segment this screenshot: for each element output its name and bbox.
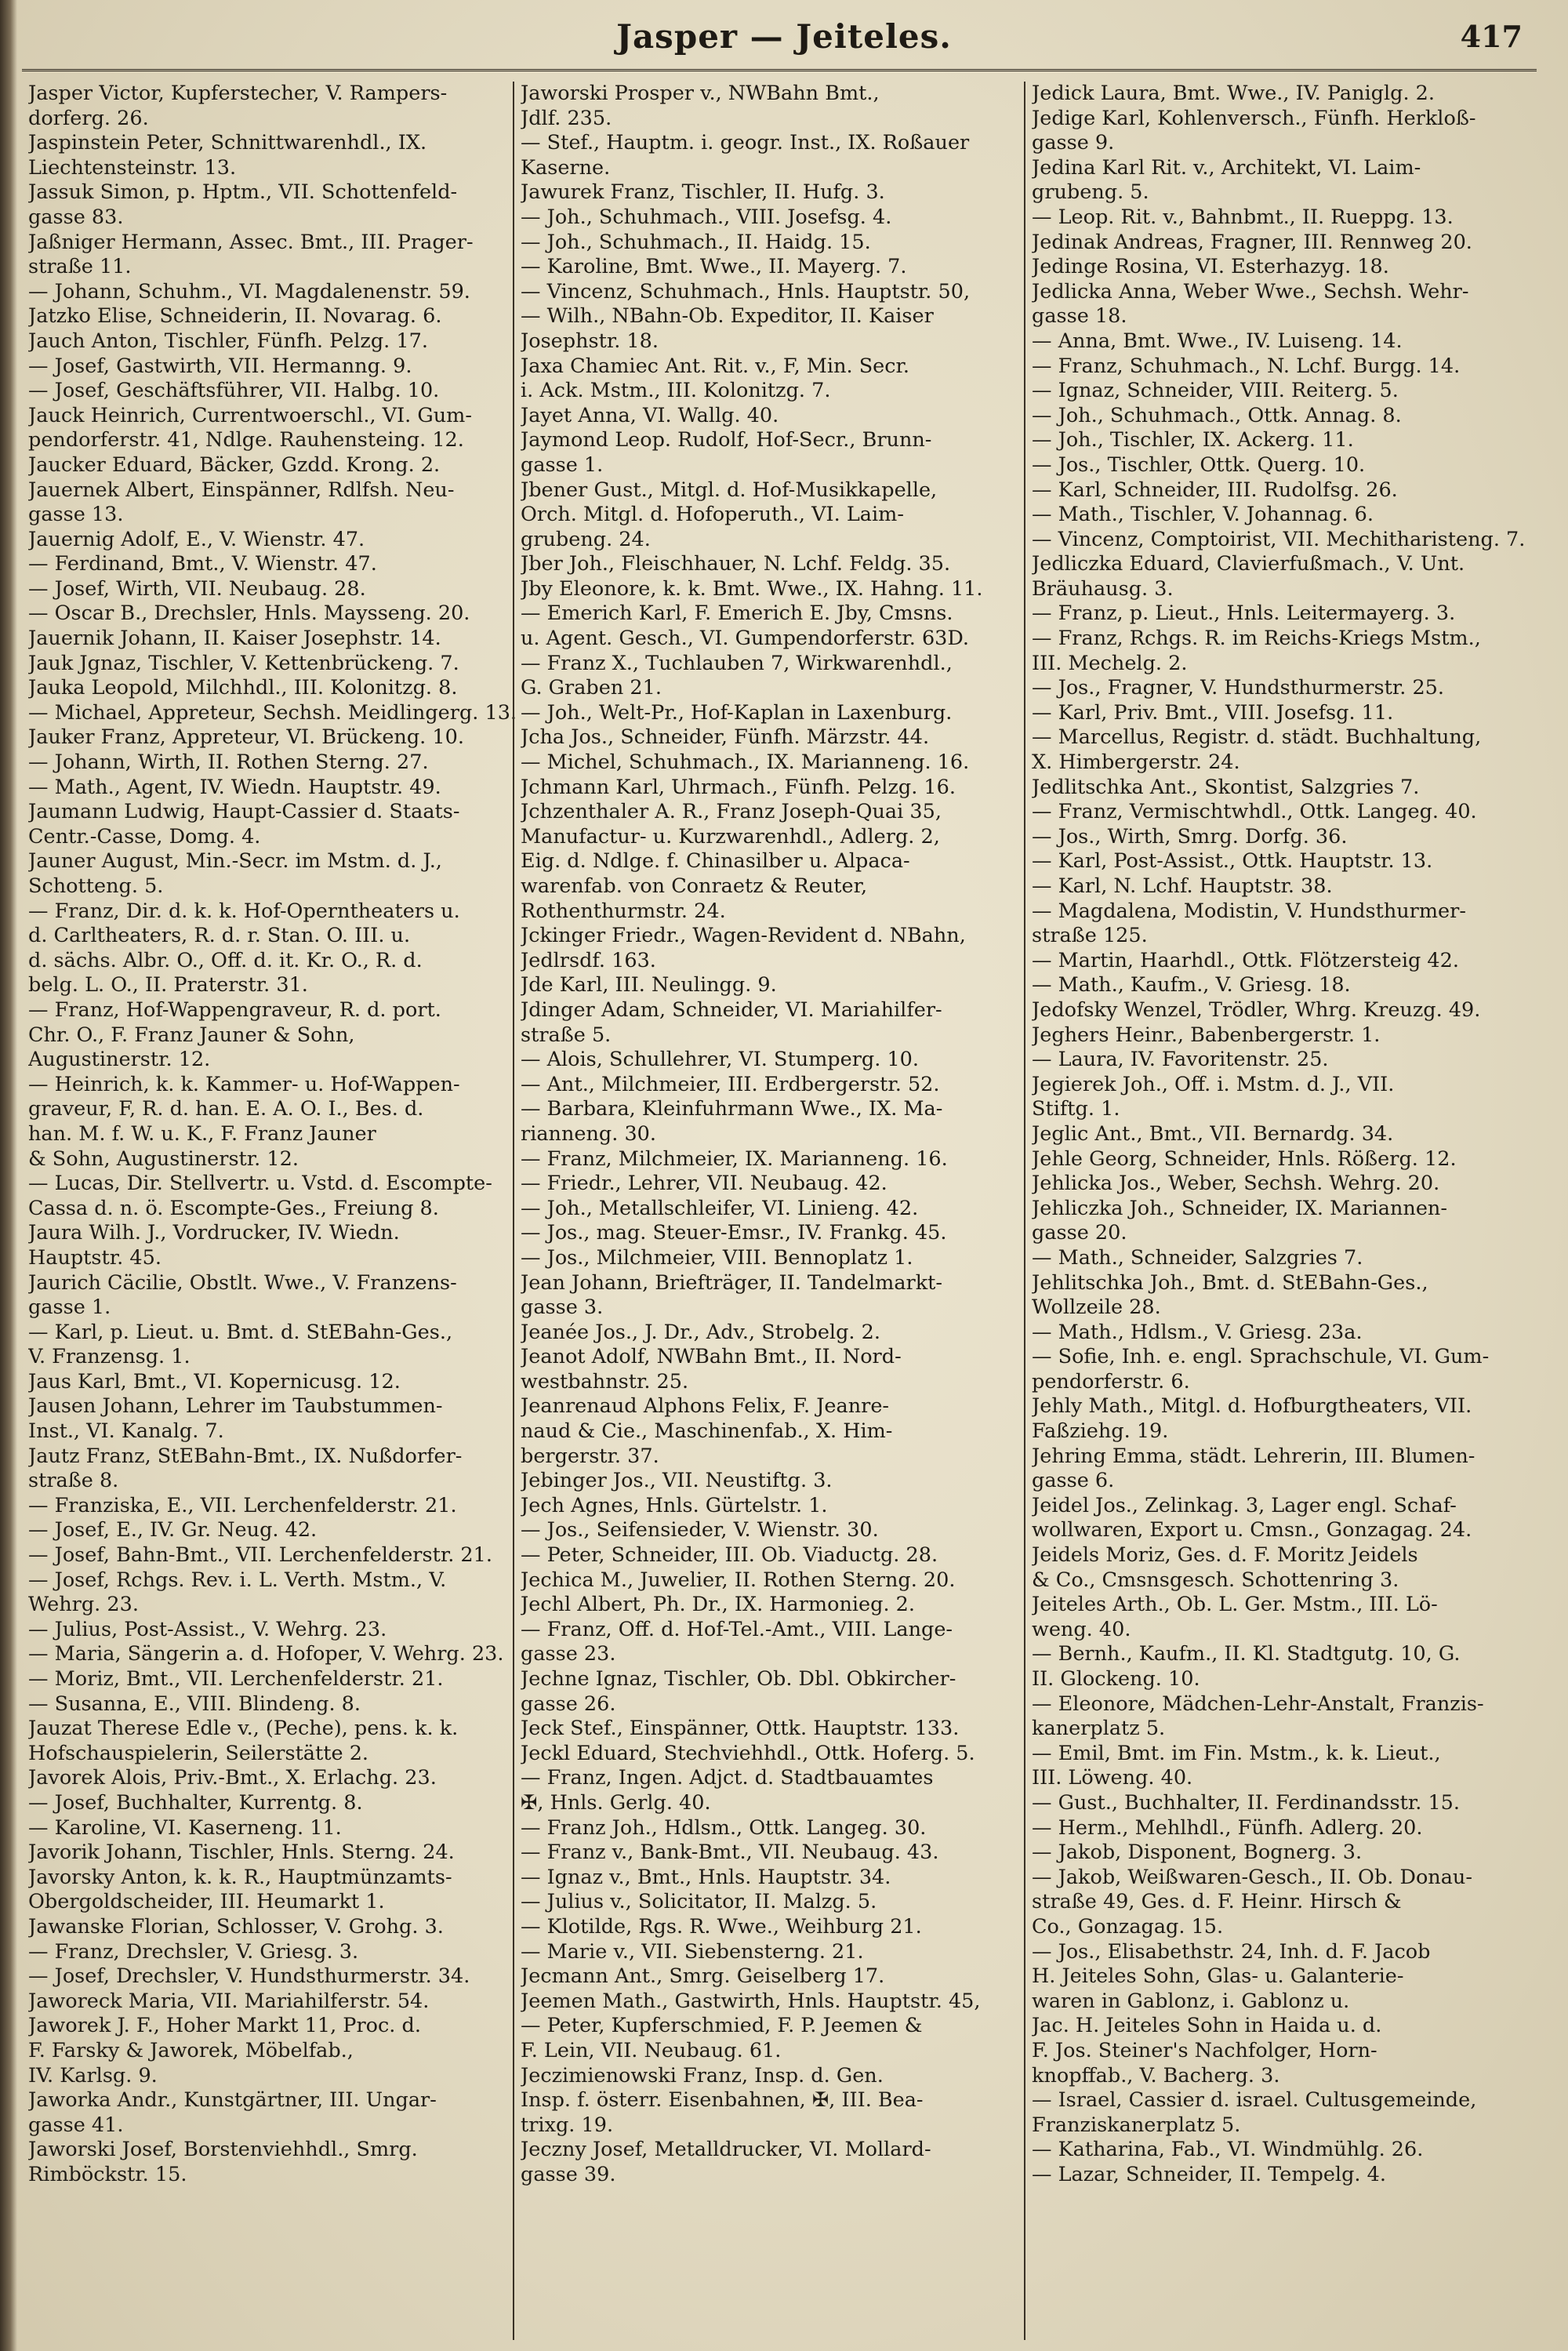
directory-entry-line: Jeckl Eduard, Stechviehhdl., Ottk. Hoferg. 5.: [521, 1741, 975, 1765]
directory-entry-line: Jaucker Eduard, Bäcker, Gzdd. Krong. 2.: [28, 452, 441, 477]
directory-entry-line: Jechica M., Juwelier, II. Rothen Sterng. 20.: [521, 1568, 956, 1592]
directory-entry-line: — Johann, Wirth, II. Rothen Sterng. 27.: [28, 750, 429, 775]
directory-entry-line: Jegierek Joh., Off. i. Mstm. d. J., VII.: [1032, 1072, 1395, 1096]
directory-entry-line: — Emil, Bmt. im Fin. Mstm., k. k. Lieut.,: [1032, 1741, 1441, 1765]
directory-entry-line: — Franz, p. Lieut., Hnls. Leitermayerg. 3.: [1032, 601, 1456, 626]
directory-entry-line: Jaßniger Hermann, Assec. Bmt., III. Prager-: [28, 230, 474, 254]
directory-entry-line: Jeanot Adolf, NWBahn Bmt., II. Nord-: [521, 1345, 902, 1369]
directory-entry-line: — Vincenz, Comptoirist, VII. Mechitharisteng. 7.: [1032, 527, 1526, 551]
directory-entry-line: — Josef, Geschäftsführer, VII. Halbg. 10.: [28, 379, 440, 403]
directory-entry-line: waren in Gablonz, i. Gablonz u.: [1032, 1989, 1350, 2013]
directory-entry-line: Jedige Karl, Kohlenversch., Fünfh. Herkloß-: [1032, 106, 1476, 130]
directory-entry-line: Jaumann Ludwig, Haupt-Cassier d. Staats-: [28, 800, 460, 824]
directory-entry-line: Jedofsky Wenzel, Trödler, Whrg. Kreuzg. 49.: [1032, 997, 1481, 1022]
directory-entry-line: — Michael, Appreteur, Sechsh. Meidlingerg. 13.: [28, 700, 517, 725]
header-rule: [22, 69, 1537, 71]
directory-entry-line: — Joh., Schuhmach., VIII. Josefsg. 4.: [521, 205, 892, 229]
directory-entry-line: — Franz, Drechsler, V. Griesg. 3.: [28, 1939, 359, 1964]
directory-entry-line: X. Himbergerstr. 24.: [1032, 750, 1240, 775]
directory-entry-line: graveur, F, R. d. han. E. A. O. I., Bes. d.: [28, 1097, 424, 1121]
directory-entry-line: Jchzenthaler A. R., Franz Joseph-Quai 35,: [521, 800, 942, 824]
directory-entry-line: Stiftg. 1.: [1032, 1097, 1120, 1121]
directory-entry-line: Jauck Heinrich, Currentwoerschl., VI. Gum-: [28, 403, 472, 427]
directory-entry-line: Jehliczka Joh., Schneider, IX. Mariannen-: [1032, 1196, 1447, 1220]
directory-entry-line: Jean Johann, Briefträger, II. Tandelmarkt-: [521, 1270, 943, 1295]
directory-entry-line: Kaserne.: [521, 155, 611, 180]
directory-entry-line: d. Carltheaters, R. d. r. Stan. O. III. u.: [28, 924, 411, 948]
directory-entry-line: — Magdalena, Modistin, V. Hundsthurmer-: [1032, 899, 1466, 923]
directory-entry-line: gasse 20.: [1032, 1221, 1127, 1245]
directory-entry-line: — Joh., Metallschleifer, VI. Linieng. 42.: [521, 1196, 919, 1220]
directory-entry-line: straße 8.: [28, 1469, 119, 1493]
directory-entry-line: grubeng. 24.: [521, 527, 651, 551]
directory-entry-line: Jauch Anton, Tischler, Fünfh. Pelzg. 17.: [28, 329, 428, 353]
page-number: 417: [1460, 19, 1523, 54]
directory-entry-line: — Josef, E., IV. Gr. Neug. 42.: [28, 1518, 318, 1543]
directory-entry-line: — Franz, Dir. d. k. k. Hof-Operntheaters u.: [28, 899, 460, 923]
directory-entry-line: — Franz v., Bank-Bmt., VII. Neubaug. 43.: [521, 1840, 939, 1865]
directory-entry-line: — Math., Kaufm., V. Griesg. 18.: [1032, 973, 1351, 997]
page-header: [0, 17, 1568, 64]
directory-entry-line: Jatzko Elise, Schneiderin, II. Novarag. 6.: [28, 304, 442, 329]
directory-entry-line: — Josef, Rchgs. Rev. i. L. Verth. Mstm., V.: [28, 1568, 447, 1592]
directory-entry-line: — Josef, Gastwirth, VII. Hermanng. 9.: [28, 354, 412, 378]
directory-entry-line: Jeczimienowski Franz, Insp. d. Gen.: [521, 2063, 884, 2088]
directory-entry-line: — Jakob, Disponent, Bognerg. 3.: [1032, 1840, 1363, 1865]
directory-entry-line: straße 125.: [1032, 924, 1148, 948]
directory-entry-line: Jauzat Therese Edle v., (Peche), pens. k. k.: [28, 1717, 459, 1741]
directory-entry-line: Jausen Johann, Lehrer im Taubstummen-: [28, 1394, 443, 1419]
directory-entry-line: — Karoline, Bmt. Wwe., II. Mayerg. 7.: [521, 255, 907, 279]
directory-entry-line: han. M. f. W. u. K., F. Franz Jauner: [28, 1121, 376, 1146]
directory-entry-line: & Sohn, Augustinerstr. 12.: [28, 1146, 299, 1171]
directory-entry-line: — Julius, Post-Assist., V. Wehrg. 23.: [28, 1617, 387, 1641]
directory-entry-line: Centr.-Casse, Domg. 4.: [28, 824, 261, 848]
directory-entry-line: Jcha Jos., Schneider, Fünfh. Märzstr. 44.: [521, 725, 930, 750]
directory-entry-line: Jeck Stef., Einspänner, Ottk. Hauptstr. 133.: [521, 1717, 960, 1741]
directory-entry-line: gasse 83.: [28, 205, 124, 229]
directory-entry-line: Jauner August, Min.-Secr. im Mstm. d. J.,: [28, 849, 442, 874]
directory-entry-line: Jaworeck Maria, VII. Mariahilferstr. 54.: [28, 1989, 430, 2013]
directory-entry-line: Chr. O., F. Franz Jauner & Sohn,: [28, 1023, 355, 1047]
directory-entry-line: Josephstr. 18.: [521, 329, 659, 353]
directory-entry-line: & Co., Cmsnsgesch. Schottenring 3.: [1032, 1568, 1399, 1592]
directory-entry-line: — Joh., Welt-Pr., Hof-Kaplan in Laxenburg.: [521, 700, 953, 725]
directory-entry-line: — Franz, Schuhmach., N. Lchf. Burgg. 14.: [1032, 354, 1461, 378]
directory-entry-line: — Gust., Buchhalter, II. Ferdinandsstr. 15.: [1032, 1790, 1460, 1815]
directory-entry-line: — Emerich Karl, F. Emerich E. Jby, Cmsns.: [521, 601, 953, 626]
directory-entry-line: Jaworka Andr., Kunstgärtner, III. Ungar-: [28, 2088, 437, 2113]
directory-entry-line: H. Jeiteles Sohn, Glas- u. Galanterie-: [1032, 1964, 1404, 1989]
directory-entry-line: — Jos., Wirth, Smrg. Dorfg. 36.: [1032, 824, 1348, 848]
directory-entry-line: pendorferstr. 6.: [1032, 1369, 1190, 1394]
directory-entry-line: naud & Cie., Maschinenfab., X. Him-: [521, 1419, 893, 1444]
directory-entry-line: Cassa d. n. ö. Escompte-Ges., Freiung 8.: [28, 1196, 439, 1220]
directory-entry-line: grubeng. 5.: [1032, 180, 1149, 205]
directory-entry-line: — Laura, IV. Favoritenstr. 25.: [1032, 1048, 1329, 1072]
directory-entry-line: bergerstr. 37.: [521, 1444, 659, 1468]
directory-entry-line: Jde Karl, III. Neulingg. 9.: [521, 973, 777, 997]
directory-entry-line: Jedinge Rosina, VI. Esterhazyg. 18.: [1032, 255, 1389, 279]
directory-entry-line: Jawanske Florian, Schlosser, V. Grohg. 3.: [28, 1914, 444, 1939]
directory-entry-line: Jehle Georg, Schneider, Hnls. Rößerg. 12.: [1032, 1146, 1457, 1171]
directory-entry-line: Jeglic Ant., Bmt., VII. Bernardg. 34.: [1032, 1121, 1394, 1146]
directory-entry-line: Jauernik Johann, II. Kaiser Josephstr. 14.: [28, 627, 441, 651]
directory-entry-line: Jbener Gust., Mitgl. d. Hof-Musikkapelle,: [521, 478, 938, 502]
directory-entry-line: Schotteng. 5.: [28, 874, 164, 898]
directory-entry-line: — Maria, Sängerin a. d. Hofoper, V. Wehrg. 23.: [28, 1642, 504, 1666]
column-left: [28, 82, 527, 2340]
directory-entry-line: — Anna, Bmt. Wwe., IV. Luiseng. 14.: [1032, 329, 1403, 353]
directory-entry-line: — Bernh., Kaufm., II. Kl. Stadtgutg. 10, G.: [1032, 1642, 1461, 1666]
directory-entry-line: — Franz Joh., Hdlsm., Ottk. Langeg. 30.: [521, 1815, 927, 1840]
directory-entry-line: — Lucas, Dir. Stellvertr. u. Vstd. d. Escompte-: [28, 1172, 492, 1196]
directory-entry-line: Jautz Franz, StEBahn-Bmt., IX. Nußdorfer-: [28, 1444, 463, 1468]
directory-entry-line: Jeidels Moriz, Ges. d. F. Moritz Jeidels: [1032, 1543, 1418, 1568]
directory-entry-line: gasse 18.: [1032, 304, 1127, 329]
directory-entry-line: Wollzeile 28.: [1032, 1295, 1161, 1320]
directory-entry-line: Jedinak Andreas, Fragner, III. Rennweg 20.: [1032, 230, 1472, 254]
directory-entry-line: gasse 26.: [521, 1691, 616, 1716]
directory-entry-line: III. Mechelg. 2.: [1032, 651, 1188, 675]
directory-entry-line: Jaymond Leop. Rudolf, Hof-Secr., Brunn-: [521, 428, 932, 452]
directory-entry-line: straße 11.: [28, 255, 132, 279]
directory-entry-line: — Israel, Cassier d. israel. Cultusgemeinde,: [1032, 2088, 1477, 2113]
directory-entry-line: Jedlrsdf. 163.: [521, 948, 656, 972]
directory-entry-line: — Josef, Buchhalter, Kurrentg. 8.: [28, 1790, 363, 1815]
directory-entry-line: — Math., Tischler, V. Johannag. 6.: [1032, 503, 1374, 527]
directory-entry-line: gasse 9.: [1032, 131, 1115, 155]
directory-entry-line: Orch. Mitgl. d. Hofoperuth., VI. Laim-: [521, 503, 904, 527]
directory-entry-line: Jauka Leopold, Milchhdl., III. Kolonitzg. 8.: [28, 676, 458, 700]
directory-entry-line: Insp. f. österr. Eisenbahnen, ✠, III. Bea-: [521, 2088, 924, 2113]
directory-entry-line: Jeanrenaud Alphons Felix, F. Jeanre-: [521, 1394, 890, 1419]
directory-entry-line: Jechne Ignaz, Tischler, Ob. Dbl. Obkircher-: [521, 1667, 956, 1691]
directory-entry-line: — Lazar, Schneider, II. Tempelg. 4.: [1032, 2162, 1386, 2186]
directory-entry-line: Eig. d. Ndlge. f. Chinasilber u. Alpaca-: [521, 849, 910, 874]
directory-entry-line: — Peter, Schneider, III. Ob. Viaductg. 28.: [521, 1543, 938, 1568]
column-right: [1024, 82, 1549, 2340]
directory-entry-line: — Vincenz, Schuhmach., Hnls. Hauptstr. 50,: [521, 279, 971, 303]
directory-entry-line: — Karl, N. Lchf. Hauptstr. 38.: [1032, 874, 1333, 898]
directory-entry-line: — Joh., Schuhmach., Ottk. Annag. 8.: [1032, 403, 1402, 427]
directory-entry-line: — Josef, Wirth, VII. Neubaug. 28.: [28, 576, 366, 601]
directory-entry-line: Jeghers Heinr., Babenbergerstr. 1.: [1032, 1023, 1381, 1047]
directory-entry-line: Jaxa Chamiec Ant. Rit. v., F, Min. Secr.: [521, 354, 910, 378]
directory-entry-line: — Leop. Rit. v., Bahnbmt., II. Rueppg. 13.: [1032, 205, 1454, 229]
directory-entry-line: — Stef., Hauptm. i. geogr. Inst., IX. Roßauer: [521, 131, 970, 155]
directory-entry-line: — Peter, Kupferschmied, F. P. Jeemen &: [521, 2014, 923, 2038]
directory-entry-line: Jedina Karl Rit. v., Architekt, VI. Laim-: [1032, 155, 1421, 180]
directory-entry-line: Jac. H. Jeiteles Sohn in Haida u. d.: [1032, 2014, 1382, 2038]
directory-entry-line: — Martin, Haarhdl., Ottk. Flötzersteig 42.: [1032, 948, 1459, 972]
directory-entry-line: straße 5.: [521, 1023, 612, 1047]
directory-entry-line: Hauptstr. 45.: [28, 1245, 162, 1270]
directory-entry-line: gasse 41.: [28, 2113, 124, 2137]
directory-entry-line: — Math., Schneider, Salzgries 7.: [1032, 1245, 1363, 1270]
directory-entry-line: Jeemen Math., Gastwirth, Hnls. Hauptstr. 45,: [521, 1989, 981, 2013]
directory-entry-line: Jdlf. 235.: [521, 106, 612, 130]
directory-entry-line: weng. 40.: [1032, 1617, 1131, 1641]
directory-entry-line: — Jos., Elisabethstr. 24, Inh. d. F. Jacob: [1032, 1939, 1431, 1964]
running-title: Jasper — Jeiteles.: [616, 17, 952, 56]
directory-entry-line: Rothenthurmstr. 24.: [521, 899, 726, 923]
directory-entry-line: knopffab., V. Bacherg. 3.: [1032, 2063, 1280, 2088]
directory-entry-line: Jauk Jgnaz, Tischler, V. Kettenbrückeng. 7.: [28, 651, 459, 675]
directory-entry-line: Faßziehg. 19.: [1032, 1419, 1169, 1444]
directory-entry-line: Jckinger Friedr., Wagen-Revident d. NBahn,: [521, 924, 966, 948]
directory-entry-line: — Math., Agent, IV. Wiedn. Hauptstr. 49.: [28, 775, 441, 799]
directory-entry-line: Jauernig Adolf, E., V. Wienstr. 47.: [28, 527, 365, 551]
directory-entry-line: Jaworek J. F., Hoher Markt 11, Proc. d.: [28, 2014, 421, 2038]
directory-entry-line: — Jos., Milchmeier, VIII. Bennoplatz 1.: [521, 1245, 913, 1270]
directory-entry-line: Jawurek Franz, Tischler, II. Hufg. 3.: [521, 180, 885, 205]
directory-entry-line: wollwaren, Export u. Cmsn., Gonzagag. 24.: [1032, 1518, 1472, 1543]
directory-entry-line: — Herm., Mehlhdl., Fünfh. Adlerg. 20.: [1032, 1815, 1423, 1840]
directory-entry-line: — Wilh., NBahn-Ob. Expeditor, II. Kaiser: [521, 304, 934, 329]
directory-entry-line: Javorsky Anton, k. k. R., Hauptmünzamts-: [28, 1865, 452, 1889]
directory-entry-line: — Klotilde, Rgs. R. Wwe., Weihburg 21.: [521, 1914, 922, 1939]
directory-entry-line: Jaurich Cäcilie, Obstlt. Wwe., V. Franzens-: [28, 1270, 457, 1295]
directory-entry-line: kanerplatz 5.: [1032, 1717, 1166, 1741]
directory-entry-line: V. Franzensg. 1.: [28, 1345, 191, 1369]
directory-entry-line: — Marie v., VII. Siebensterng. 21.: [521, 1939, 864, 1964]
directory-entry-line: — Ant., Milchmeier, III. Erdbergerstr. 52.: [521, 1072, 940, 1096]
directory-entry-line: — Franz, Milchmeier, IX. Marianneng. 16.: [521, 1146, 948, 1171]
directory-entry-line: westbahnstr. 25.: [521, 1369, 689, 1394]
column-middle: [513, 82, 1019, 2340]
directory-entry-line: trixg. 19.: [521, 2113, 614, 2137]
directory-entry-line: i. Ack. Mstm., III. Kolonitzg. 7.: [521, 379, 831, 403]
directory-entry-line: III. Löweng. 40.: [1032, 1766, 1193, 1790]
directory-entry-line: II. Glockeng. 10.: [1032, 1667, 1200, 1691]
directory-entry-line: Jehring Emma, städt. Lehrerin, III. Blumen-: [1032, 1444, 1475, 1468]
directory-entry-line: — Josef, Drechsler, V. Hundsthurmerstr. 34.: [28, 1964, 470, 1989]
directory-entry-line: Wehrg. 23.: [28, 1593, 139, 1617]
directory-entry-line: — Franz, Vermischtwhdl., Ottk. Langeg. 40.: [1032, 800, 1477, 824]
directory-entry-line: Jechl Albert, Ph. Dr., IX. Harmonieg. 2.: [521, 1593, 915, 1617]
directory-entry-line: Hofschauspielerin, Seilerstätte 2.: [28, 1741, 369, 1765]
directory-entry-line: straße 49, Ges. d. F. Heinr. Hirsch &: [1032, 1890, 1402, 1914]
directory-entry-line: Jedick Laura, Bmt. Wwe., IV. Paniglg. 2.: [1032, 82, 1435, 105]
directory-entry-line: Jaspinstein Peter, Schnittwarenhdl., IX.: [28, 131, 427, 155]
directory-entry-line: — Eleonore, Mädchen-Lehr-Anstalt, Franzis-: [1032, 1691, 1484, 1716]
directory-entry-line: Jauker Franz, Appreteur, VI. Brückeng. 10.: [28, 725, 464, 750]
directory-entry-line: G. Graben 21.: [521, 676, 662, 700]
directory-entry-line: Jdinger Adam, Schneider, VI. Mariahilfer-: [521, 997, 942, 1022]
directory-entry-line: — Jos., Tischler, Ottk. Querg. 10.: [1032, 452, 1366, 477]
directory-entry-line: — Franz, Ingen. Adjct. d. Stadtbauamtes: [521, 1766, 934, 1790]
directory-entry-line: gasse 6.: [1032, 1469, 1115, 1493]
directory-entry-line: Jech Agnes, Hnls. Gürtelstr. 1.: [521, 1493, 828, 1517]
directory-entry-line: — Josef, Bahn-Bmt., VII. Lerchenfelderstr. 21.: [28, 1543, 492, 1568]
directory-entry-line: — Karl, Schneider, III. Rudolfsg. 26.: [1032, 478, 1398, 502]
directory-entry-line: Jeczny Josef, Metalldrucker, VI. Mollard-: [521, 2138, 931, 2162]
directory-entry-line: Jaworski Prosper v., NWBahn Bmt.,: [521, 82, 880, 105]
directory-entry-line: — Jos., Fragner, V. Hundsthurmerstr. 25.: [1032, 676, 1444, 700]
directory-entry-line: warenfab. von Conraetz & Reuter,: [521, 874, 868, 898]
directory-entry-line: Jeanée Jos., J. Dr., Adv., Strobelg. 2.: [521, 1320, 880, 1344]
directory-entry-line: — Marcellus, Registr. d. städt. Buchhaltung,: [1032, 725, 1482, 750]
directory-entry-line: — Jos., mag. Steuer-Emsr., IV. Frankg. 45.: [521, 1221, 947, 1245]
directory-entry-line: Jauernek Albert, Einspänner, Rdlfsh. Neu-: [28, 478, 455, 502]
directory-entry-line: Jedlicka Anna, Weber Wwe., Sechsh. Wehr-: [1032, 279, 1469, 303]
directory-entry-line: Jaus Karl, Bmt., VI. Kopernicusg. 12.: [28, 1369, 401, 1394]
directory-entry-line: Jassuk Simon, p. Hptm., VII. Schottenfeld-: [28, 180, 458, 205]
directory-entry-line: Inst., VI. Kanalg. 7.: [28, 1419, 224, 1444]
directory-entry-line: — Sofie, Inh. e. engl. Sprachschule, VI. Gum-: [1032, 1345, 1490, 1369]
directory-entry-line: — Franz X., Tuchlauben 7, Wirkwarenhdl.,: [521, 651, 953, 675]
directory-entry-line: Jehlitschka Joh., Bmt. d. StEBahn-Ges.,: [1032, 1270, 1428, 1295]
directory-entry-line: — Katharina, Fab., VI. Windmühlg. 26.: [1032, 2138, 1424, 2162]
directory-entry-line: Bräuhausg. 3.: [1032, 576, 1174, 601]
directory-entry-line: F. Jos. Steiner's Nachfolger, Horn-: [1032, 2038, 1377, 2062]
directory-entry-line: — Alois, Schullehrer, VI. Stumperg. 10.: [521, 1048, 919, 1072]
directory-entry-line: Jber Joh., Fleischhauer, N. Lchf. Feldg. 35.: [521, 552, 951, 576]
directory-entry-line: Jaura Wilh. J., Vordrucker, IV. Wiedn.: [28, 1221, 400, 1245]
directory-entry-line: — Franz, Rchgs. R. im Reichs-Kriegs Mstm.,: [1032, 627, 1481, 651]
directory-entry-line: gasse 39.: [521, 2162, 616, 2186]
directory-entry-line: u. Agent. Gesch., VI. Gumpendorferstr. 63D.: [521, 627, 970, 651]
directory-entry-line: — Joh., Tischler, IX. Ackerg. 11.: [1032, 428, 1354, 452]
directory-entry-line: — Jakob, Weißwaren-Gesch., II. Ob. Donau-: [1032, 1865, 1472, 1889]
directory-entry-line: gasse 13.: [28, 503, 124, 527]
directory-entry-line: — Jos., Seifensieder, V. Wienstr. 30.: [521, 1518, 879, 1543]
directory-entry-line: ✠, Hnls. Gerlg. 40.: [521, 1790, 711, 1815]
directory-entry-line: — Friedr., Lehrer, VII. Neubaug. 42.: [521, 1172, 887, 1196]
directory-entry-line: Javorek Alois, Priv.-Bmt., X. Erlachg. 23.: [28, 1766, 437, 1790]
directory-entry-line: — Heinrich, k. k. Kammer- u. Hof-Wappen-: [28, 1072, 460, 1096]
directory-entry-line: Franziskanerplatz 5.: [1032, 2113, 1241, 2137]
directory-entry-line: gasse 1.: [28, 1295, 111, 1320]
directory-entry-line: — Ferdinand, Bmt., V. Wienstr. 47.: [28, 552, 377, 576]
directory-entry-line: — Julius v., Solicitator, II. Malzg. 5.: [521, 1890, 877, 1914]
directory-entry-line: dorferg. 26.: [28, 106, 149, 130]
directory-entry-line: Rimböckstr. 15.: [28, 2162, 187, 2186]
directory-entry-line: — Michel, Schuhmach., IX. Marianneng. 16.: [521, 750, 970, 775]
directory-entry-line: Jchmann Karl, Uhrmach., Fünfh. Pelzg. 16.: [521, 775, 956, 799]
directory-entry-line: Liechtensteinstr. 13.: [28, 155, 237, 180]
directory-entry-line: Obergoldscheider, III. Heumarkt 1.: [28, 1890, 385, 1914]
directory-entry-line: Javorik Johann, Tischler, Hnls. Sterng. 24.: [28, 1840, 455, 1865]
directory-entry-line: — Susanna, E., VIII. Blindeng. 8.: [28, 1691, 361, 1716]
directory-entry-line: — Karl, p. Lieut. u. Bmt. d. StEBahn-Ges.,: [28, 1320, 453, 1344]
directory-entry-line: F. Farsky & Jaworek, Möbelfab.,: [28, 2038, 354, 2062]
directory-entry-line: Jedlitschka Ant., Skontist, Salzgries 7.: [1032, 775, 1420, 799]
directory-entry-line: rianneng. 30.: [521, 1121, 656, 1146]
directory-entry-line: Manufactur- u. Kurzwarenhdl., Adlerg. 2,: [521, 824, 940, 848]
directory-entry-line: — Joh., Schuhmach., II. Haidg. 15.: [521, 230, 871, 254]
directory-entry-line: F. Lein, VII. Neubaug. 61.: [521, 2038, 782, 2062]
directory-entry-line: — Oscar B., Drechsler, Hnls. Maysseng. 20.: [28, 601, 470, 626]
directory-entry-line: pendorferstr. 41, Ndlge. Rauhensteing. 12.: [28, 428, 464, 452]
directory-entry-line: — Franziska, E., VII. Lerchenfelderstr. 21.: [28, 1493, 457, 1517]
directory-entry-line: — Ignaz, Schneider, VIII. Reiterg. 5.: [1032, 379, 1399, 403]
directory-entry-line: — Karl, Priv. Bmt., VIII. Josefsg. 11.: [1032, 700, 1394, 725]
directory-entry-line: belg. L. O., II. Praterstr. 31.: [28, 973, 308, 997]
directory-entry-line: Jayet Anna, VI. Wallg. 40.: [521, 403, 779, 427]
directory-entry-line: — Johann, Schuhm., VI. Magdalenenstr. 59.: [28, 279, 470, 303]
directory-entry-line: — Moriz, Bmt., VII. Lerchenfelderstr. 21.: [28, 1667, 444, 1691]
directory-entry-line: gasse 1.: [521, 452, 604, 477]
directory-entry-line: Jecmann Ant., Smrg. Geiselberg 17.: [521, 1964, 885, 1989]
directory-entry-line: d. sächs. Albr. O., Off. d. it. Kr. O., R. d.: [28, 948, 423, 972]
directory-entry-line: — Math., Hdlsm., V. Griesg. 23a.: [1032, 1320, 1363, 1344]
directory-entry-line: Jedliczka Eduard, Clavierfußmach., V. Unt.: [1032, 552, 1465, 576]
directory-entry-line: Jby Eleonore, k. k. Bmt. Wwe., IX. Hahng. 11.: [521, 576, 983, 601]
directory-entry-line: Jasper Victor, Kupferstecher, V. Rampers-: [28, 82, 448, 105]
book-spine-shadow: [0, 0, 17, 2351]
directory-entry-line: Jeidel Jos., Zelinkag. 3, Lager engl. Schaf-: [1032, 1493, 1457, 1517]
directory-entry-line: Jeiteles Arth., Ob. L. Ger. Mstm., III. Lö-: [1032, 1593, 1438, 1617]
directory-entry-line: Jehly Math., Mitgl. d. Hofburgtheaters, VII.: [1032, 1394, 1472, 1419]
directory-entry-line: — Barbara, Kleinfuhrmann Wwe., IX. Ma-: [521, 1097, 943, 1121]
directory-entry-line: — Franz, Hof-Wappengraveur, R. d. port.: [28, 997, 441, 1022]
directory-entry-line: — Franz, Off. d. Hof-Tel.-Amt., VIII. Lange-: [521, 1617, 953, 1641]
directory-entry-line: IV. Karlsg. 9.: [28, 2063, 158, 2088]
directory-entry-line: Co., Gonzagag. 15.: [1032, 1914, 1224, 1939]
directory-entry-line: Jebinger Jos., VII. Neustiftg. 3.: [521, 1469, 833, 1493]
directory-entry-line: gasse 3.: [521, 1295, 604, 1320]
directory-entry-line: Jehlicka Jos., Weber, Sechsh. Wehrg. 20.: [1032, 1172, 1440, 1196]
directory-entry-line: — Ignaz v., Bmt., Hnls. Hauptstr. 34.: [521, 1865, 891, 1889]
directory-entry-line: Jaworski Josef, Borstenviehhdl., Smrg.: [28, 2138, 418, 2162]
directory-entry-line: — Karoline, VI. Kaserneng. 11.: [28, 1815, 342, 1840]
directory-entry-line: Augustinerstr. 12.: [28, 1048, 211, 1072]
directory-entry-line: — Karl, Post-Assist., Ottk. Hauptstr. 13.: [1032, 849, 1433, 874]
directory-entry-line: gasse 23.: [521, 1642, 616, 1666]
